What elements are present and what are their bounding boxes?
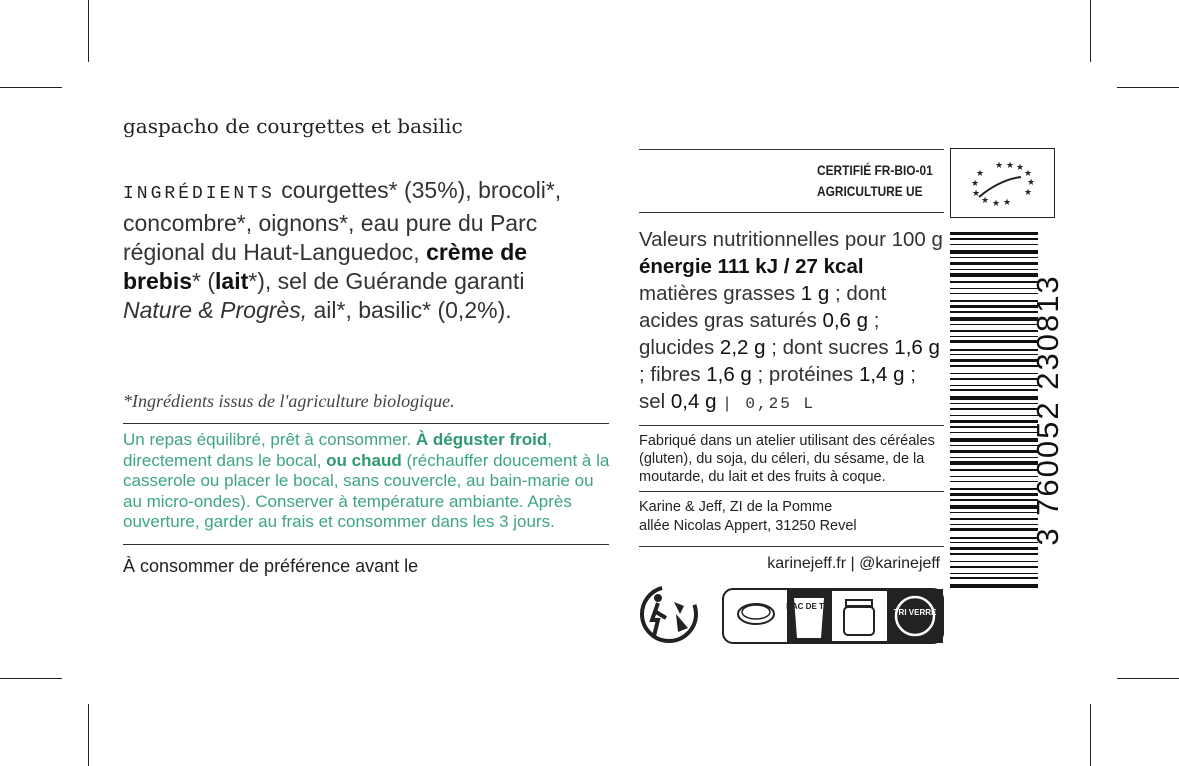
barcode-bar bbox=[950, 324, 1038, 325]
serving-part: Un repas équilibré, prêt à consommer. bbox=[123, 430, 416, 449]
serving-bold: À déguster froid bbox=[415, 430, 548, 449]
nutri-value: 0,4 g bbox=[670, 390, 717, 413]
svg-text:★: ★ bbox=[1016, 163, 1025, 173]
crop-mark bbox=[1090, 0, 1091, 62]
barcode-bar bbox=[950, 577, 1038, 579]
barcode-bar bbox=[950, 317, 1038, 321]
crop-mark bbox=[88, 0, 89, 62]
barcode-bar bbox=[950, 445, 1038, 446]
barcode-bar bbox=[950, 457, 1038, 458]
barcode-bar bbox=[950, 476, 1038, 477]
barcode-bar bbox=[950, 488, 1038, 490]
barcode-bar bbox=[950, 450, 1038, 453]
crop-mark bbox=[1117, 87, 1179, 88]
barcode-bar bbox=[950, 300, 1038, 302]
barcode-bar bbox=[950, 542, 1038, 543]
producer-address bbox=[639, 498, 944, 536]
ingredients-text bbox=[123, 176, 598, 325]
barcode-bar bbox=[950, 573, 1038, 574]
ingredients-bold: lait bbox=[215, 268, 249, 294]
nutri-text: ; protéines bbox=[751, 363, 859, 386]
barcode-bar bbox=[950, 584, 1038, 588]
barcode-bar bbox=[950, 250, 1038, 254]
nutri-value: 2,2 g bbox=[719, 336, 766, 359]
barcode-bar bbox=[950, 378, 1038, 380]
barcode-bar bbox=[950, 528, 1038, 531]
barcode-bar bbox=[950, 561, 1038, 562]
serving-part: (réchauffer doucement à la casserole ou placer le bocal, sans couvercle, au bain-marie ou au micro-ondes). Conserver à température ambiante. Après ouverture, garder au frais et consommer dans les 3 jours. bbox=[123, 450, 610, 531]
barcode-bar bbox=[950, 293, 1038, 294]
barcode-bar bbox=[950, 426, 1038, 428]
barcode-bar bbox=[950, 273, 1038, 277]
barcode-bar bbox=[950, 566, 1038, 568]
barcode bbox=[948, 232, 1043, 592]
cert-line: CERTIFIÉ FR-BIO-01 bbox=[817, 162, 933, 178]
svg-text:★: ★ bbox=[1024, 169, 1033, 179]
svg-text:★: ★ bbox=[1024, 188, 1033, 198]
barcode-bar bbox=[950, 244, 1038, 245]
svg-text:★: ★ bbox=[1003, 198, 1012, 208]
barcode-bar bbox=[950, 432, 1038, 433]
certification-text bbox=[817, 160, 933, 202]
barcode-bar bbox=[950, 359, 1038, 362]
nutri-value: 0,6 g bbox=[822, 309, 869, 332]
crop-mark bbox=[1117, 678, 1179, 679]
barcode-bar bbox=[950, 499, 1038, 501]
barcode-bar bbox=[950, 269, 1038, 270]
serving-part: , directement dans le bocal, bbox=[123, 430, 552, 470]
barcode-bar bbox=[950, 524, 1038, 525]
divider bbox=[639, 212, 944, 213]
barcode-bar bbox=[950, 537, 1038, 539]
eu-leaf-icon bbox=[951, 149, 1053, 216]
nutri-text: ; glucides bbox=[639, 309, 880, 359]
crop-mark bbox=[0, 678, 62, 679]
organic-footnote: *Ingrédients issus de l'agriculture biologique. bbox=[123, 391, 455, 411]
barcode-bar bbox=[950, 389, 1038, 391]
barcode-bar bbox=[950, 481, 1038, 482]
barcode-bar bbox=[950, 311, 1038, 313]
barcode-bars bbox=[948, 232, 1043, 592]
recycling-instructions bbox=[722, 588, 944, 644]
nutri-value: 1,4 g bbox=[858, 363, 905, 386]
nutri-text: matières grasses bbox=[639, 282, 801, 305]
barcode-bar bbox=[950, 288, 1038, 289]
barcode-bar bbox=[950, 281, 1038, 283]
divider bbox=[639, 546, 944, 547]
svg-text:★: ★ bbox=[972, 189, 981, 199]
divider bbox=[639, 149, 944, 150]
triman-icon bbox=[638, 584, 700, 644]
svg-text:★: ★ bbox=[992, 199, 1001, 209]
eu-organic-logo bbox=[950, 148, 1055, 218]
crop-mark bbox=[0, 87, 62, 88]
barcode-bar bbox=[950, 232, 1038, 235]
barcode-bar bbox=[950, 518, 1038, 520]
ingredients-part: *), sel de Guérande garanti bbox=[248, 268, 525, 294]
barcode-bar bbox=[950, 505, 1038, 509]
divider bbox=[123, 423, 609, 424]
volume-text: | 0,25 L bbox=[722, 395, 816, 413]
barcode-bar bbox=[950, 438, 1038, 442]
nutrition-facts bbox=[639, 226, 944, 418]
product-title: gaspacho de courgettes et basilic bbox=[123, 114, 463, 138]
barcode-bar bbox=[950, 461, 1038, 465]
barcode-bar bbox=[950, 257, 1038, 258]
barcode-bar bbox=[950, 262, 1038, 265]
barcode-digits: 3 760052 230813 bbox=[1030, 274, 1065, 546]
nutri-value: 1,6 g bbox=[894, 336, 940, 359]
barcode-bar bbox=[950, 408, 1038, 410]
barcode-bar bbox=[950, 403, 1038, 404]
best-before-text: À consommer de préférence avant le bbox=[123, 556, 419, 576]
address-line: Karine & Jeff, ZI de la Pomme bbox=[639, 499, 833, 515]
barcode-bar bbox=[950, 512, 1038, 513]
ingredients-part: * ( bbox=[192, 268, 216, 294]
svg-text:★: ★ bbox=[1027, 178, 1036, 188]
ingredients-italic: Nature & Progrès, bbox=[123, 297, 308, 323]
barcode-bar bbox=[950, 469, 1038, 471]
divider bbox=[639, 425, 944, 426]
serving-instructions bbox=[123, 430, 613, 533]
tri-label: TRI VERRE bbox=[893, 608, 937, 617]
barcode-bar bbox=[950, 493, 1038, 496]
svg-text:★: ★ bbox=[1006, 161, 1015, 171]
bac-label: BAC DE TRI bbox=[786, 602, 832, 611]
ingredients-part: ail*, basilic* (0,2%). bbox=[307, 297, 512, 323]
divider bbox=[639, 491, 944, 492]
ingredients-part: courgettes* (35%), brocoli*, concombre*, oignons*, eau pure du Parc régional du Haut-Languedoc, bbox=[123, 177, 562, 265]
ingredients-label: INGRÉDIENTS bbox=[123, 184, 275, 204]
barcode-bar bbox=[950, 553, 1038, 555]
barcode-bar bbox=[950, 365, 1038, 367]
barcode-bar bbox=[950, 385, 1038, 386]
barcode-bar bbox=[950, 238, 1038, 240]
svg-text:★: ★ bbox=[981, 196, 990, 206]
barcode-bar bbox=[950, 373, 1038, 374]
crop-mark bbox=[1090, 704, 1091, 766]
barcode-bar bbox=[950, 340, 1038, 343]
barcode-bar bbox=[950, 547, 1038, 550]
nutri-value: 1 g bbox=[800, 282, 830, 305]
svg-text:★: ★ bbox=[976, 169, 985, 179]
barcode-bar bbox=[950, 396, 1038, 400]
ingredients-bold: crème de brebis bbox=[123, 239, 528, 294]
address-line: allée Nicolas Appert, 31250 Revel bbox=[639, 518, 857, 534]
barcode-bar bbox=[950, 336, 1038, 337]
barcode-bar bbox=[950, 420, 1038, 423]
nutri-energy: énergie 111 kJ / 27 kcal bbox=[639, 255, 864, 278]
divider bbox=[123, 544, 609, 545]
nutri-text: ; fibres bbox=[639, 363, 707, 386]
barcode-bar bbox=[950, 349, 1038, 351]
barcode-bar bbox=[950, 330, 1038, 332]
website-link[interactable]: karinejeff.fr | @karinejeff bbox=[767, 555, 940, 572]
barcode-bar bbox=[950, 354, 1038, 355]
svg-text:★: ★ bbox=[971, 179, 980, 189]
nutri-text: ; sel bbox=[639, 363, 916, 413]
nutri-value: 1,6 g bbox=[706, 363, 752, 386]
serving-bold: ou chaud bbox=[326, 450, 402, 470]
barcode-bar bbox=[950, 305, 1038, 308]
nutri-text: Valeurs nutritionnelles pour 100 g bbox=[639, 228, 943, 251]
nutri-text: ; dont sucres bbox=[765, 336, 895, 359]
allergen-notice: Fabriqué dans un atelier utilisant des céréales (gluten), du soja, du céleri, du sésame, de la moutarde, du lait et des fruits à coque. bbox=[639, 433, 935, 485]
barcode-bar bbox=[950, 415, 1038, 416]
cert-line: AGRICULTURE UE bbox=[817, 183, 923, 199]
crop-mark bbox=[88, 704, 89, 766]
nutri-text: ; dont acides gras saturés bbox=[639, 282, 887, 332]
svg-text:★: ★ bbox=[995, 161, 1004, 171]
